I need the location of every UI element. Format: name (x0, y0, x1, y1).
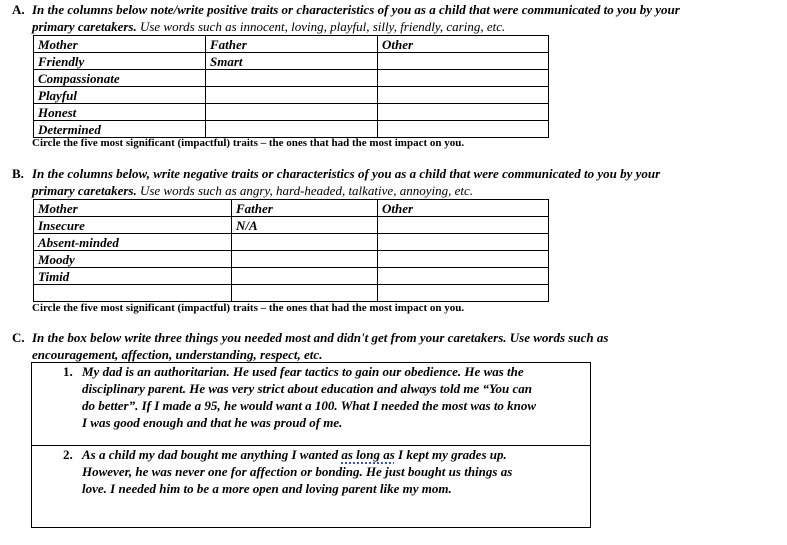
table-cell[interactable] (206, 87, 378, 104)
table-row (34, 268, 549, 285)
table-cell[interactable] (378, 234, 549, 251)
column-header-father: Father (206, 36, 378, 53)
section-c-letter: C. (12, 330, 25, 345)
entry-line-start: As a child my dad bought me anything I wanted (82, 447, 342, 462)
table-header-row (34, 200, 549, 217)
entry-line: love. I needed him to be a more open and loving parent like my mom. (82, 481, 452, 496)
table-cell[interactable] (232, 285, 378, 302)
section-a-circle-note: Circle the five most significant (impactful) traits – the ones that had the most impact on you. (32, 137, 465, 149)
section-b-instruction-line2 (32, 182, 473, 199)
entry-line: I was good enough and that he was proud of me. (82, 415, 343, 430)
entry-line: disciplinary parent. He was very strict about education and always told me “You can (82, 381, 532, 396)
table-cell[interactable] (378, 285, 549, 302)
table-cell[interactable]: Playful (34, 87, 206, 104)
table-cell[interactable]: Timid (34, 268, 232, 285)
table-cell[interactable] (206, 104, 378, 121)
table-cell[interactable]: Absent-minded (34, 234, 232, 251)
table-row (34, 104, 549, 121)
table-cell[interactable] (378, 251, 549, 268)
entry-number: 1. (63, 364, 73, 379)
grammar-marked-phrase: as long as (341, 447, 395, 462)
table-row (34, 217, 549, 234)
section-a-letter: A. (12, 2, 25, 17)
column-header-other: Other (378, 200, 549, 217)
needs-entry-1 (63, 363, 592, 431)
table-cell[interactable] (378, 104, 549, 121)
table-cell[interactable] (378, 87, 549, 104)
table-cell[interactable] (378, 268, 549, 285)
entry-number: 2. (63, 447, 73, 462)
section-b-instruction-line1: In the columns below, write negative traits or characteristics of you as a child that were communicated to you by your (32, 166, 661, 181)
section-b-hint: Use words such as angry, hard-headed, talkative, annoying, etc. (136, 183, 473, 198)
column-header-father: Father (232, 200, 378, 217)
table-cell[interactable] (206, 121, 378, 138)
column-header-mother: Mother (34, 200, 232, 217)
table-cell[interactable]: Friendly (34, 53, 206, 70)
section-c-instruction-line2: encouragement, affection, understanding, respect, etc. (32, 347, 323, 362)
table-cell[interactable]: Smart (206, 53, 378, 70)
column-header-mother: Mother (34, 36, 206, 53)
table-cell[interactable] (232, 234, 378, 251)
table-cell[interactable] (378, 70, 549, 87)
table-header-row (34, 36, 549, 53)
section-c-heading (12, 329, 609, 346)
section-b-circle-note: Circle the five most significant (impactful) traits – the ones that had the most impact on you. (32, 302, 465, 314)
table-row (34, 121, 549, 138)
section-c-instruction-line1: In the box below write three things you needed most and didn't get from your caretakers. Use words such as (32, 330, 609, 345)
section-a-caretakers-label: primary caretakers. (32, 19, 137, 34)
table-cell[interactable] (232, 268, 378, 285)
section-a-instruction-line1: In the columns below note/write positive traits or characteristics of you as a child that were communicated to you by your (32, 2, 680, 17)
table-cell[interactable]: Honest (34, 104, 206, 121)
needs-entry-2 (63, 446, 592, 497)
section-b-caretakers-label: primary caretakers. (32, 183, 137, 198)
table-cell[interactable] (378, 217, 549, 234)
table-row (34, 53, 549, 70)
entry-line: My dad is an authoritarian. He used fear tactics to gain our obedience. He was the (82, 364, 524, 379)
table-row (34, 251, 549, 268)
table-cell[interactable]: Compassionate (34, 70, 206, 87)
entry-line: do better”. If I made a 95, he would want a 100. What I needed the most was to know (82, 398, 537, 413)
section-a-instruction-line2 (32, 18, 505, 35)
table-cell[interactable] (378, 121, 549, 138)
section-b-letter: B. (12, 166, 24, 181)
table-cell[interactable] (34, 285, 232, 302)
needs-entry-box-2[interactable] (31, 445, 591, 528)
table-row (34, 234, 549, 251)
positive-traits-table (33, 35, 549, 138)
negative-traits-table (33, 199, 549, 302)
table-cell[interactable]: Insecure (34, 217, 232, 234)
entry-line-end: I kept my grades up. (394, 447, 507, 462)
section-b-heading (12, 165, 661, 182)
column-header-other: Other (378, 36, 549, 53)
entry-line (82, 446, 592, 463)
table-cell[interactable]: N/A (232, 217, 378, 234)
table-cell[interactable] (232, 251, 378, 268)
entry-line: However, he was never one for affection or bonding. He just bought us things as (82, 464, 513, 479)
table-cell[interactable]: Determined (34, 121, 206, 138)
section-a-hint: Use words such as innocent, loving, playful, silly, friendly, caring, etc. (136, 19, 506, 34)
table-cell[interactable]: Moody (34, 251, 232, 268)
section-a-heading (12, 1, 680, 18)
needs-entry-box-1[interactable] (31, 362, 591, 446)
table-cell[interactable] (378, 53, 549, 70)
table-row (34, 285, 549, 302)
table-row (34, 87, 549, 104)
table-row (34, 70, 549, 87)
table-cell[interactable] (206, 70, 378, 87)
